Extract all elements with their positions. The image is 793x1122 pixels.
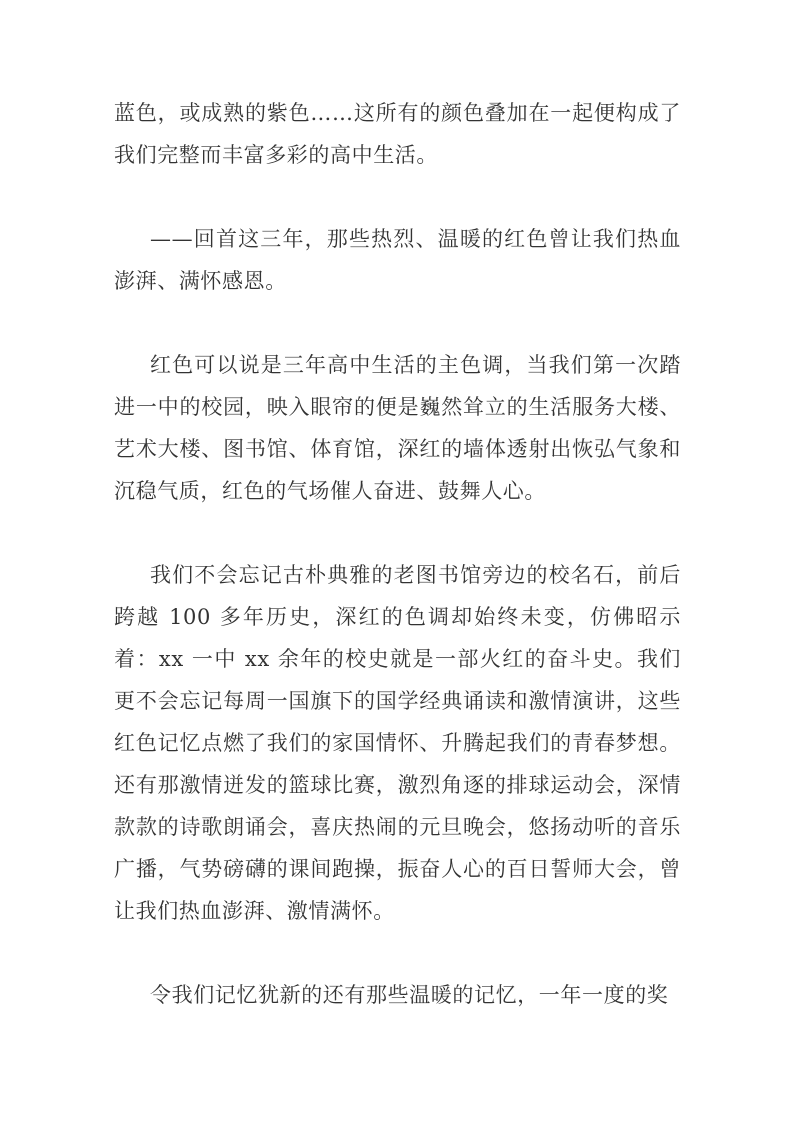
paragraph-5: 令我们记忆犹新的还有那些温暖的记忆，一年一度的奖 xyxy=(150,983,669,1007)
paragraph-1: 蓝色，或成熟的紫色……这所有的颜色叠加在一起便构成了我们完整而丰富多彩的高中生活。 xyxy=(114,101,681,167)
paragraph-4: 我们不会忘记古朴典雅的老图书馆旁边的校名石，前后跨越 100 多年历史，深红的色调却始终未变，仿佛昭示着：xx 一中 xx 余年的校史就是一部火红的奋斗史。我们更不会忘记每周一国旗下的国学经典诵读和激情演讲，这些红色记忆点燃了我们的家国情怀、升腾起我们的青春梦想。还有那激情迸发的篮球比赛，激烈角逐的排球运动会，深情款款的诗歌朗诵会，喜庆热闹的元旦晚会，悠扬动听的音乐广播，气势磅礴的课间跑操，振奋人心的百日誓师大会，曾让我们热血澎湃、激情满怀。 xyxy=(114,563,681,923)
paragraph-2: ——回首这三年，那些热烈、温暖的红色曾让我们热血澎湃、满怀感恩。 xyxy=(114,227,681,293)
paragraph-3: 红色可以说是三年高中生活的主色调，当我们第一次踏进一中的校园，映入眼帘的便是巍然耸立的生活服务大楼、艺术大楼、图书馆、体育馆，深红的墙体透射出恢弘气象和沉稳气质，红色的气场催人奋进、鼓舞人心。 xyxy=(114,353,681,503)
